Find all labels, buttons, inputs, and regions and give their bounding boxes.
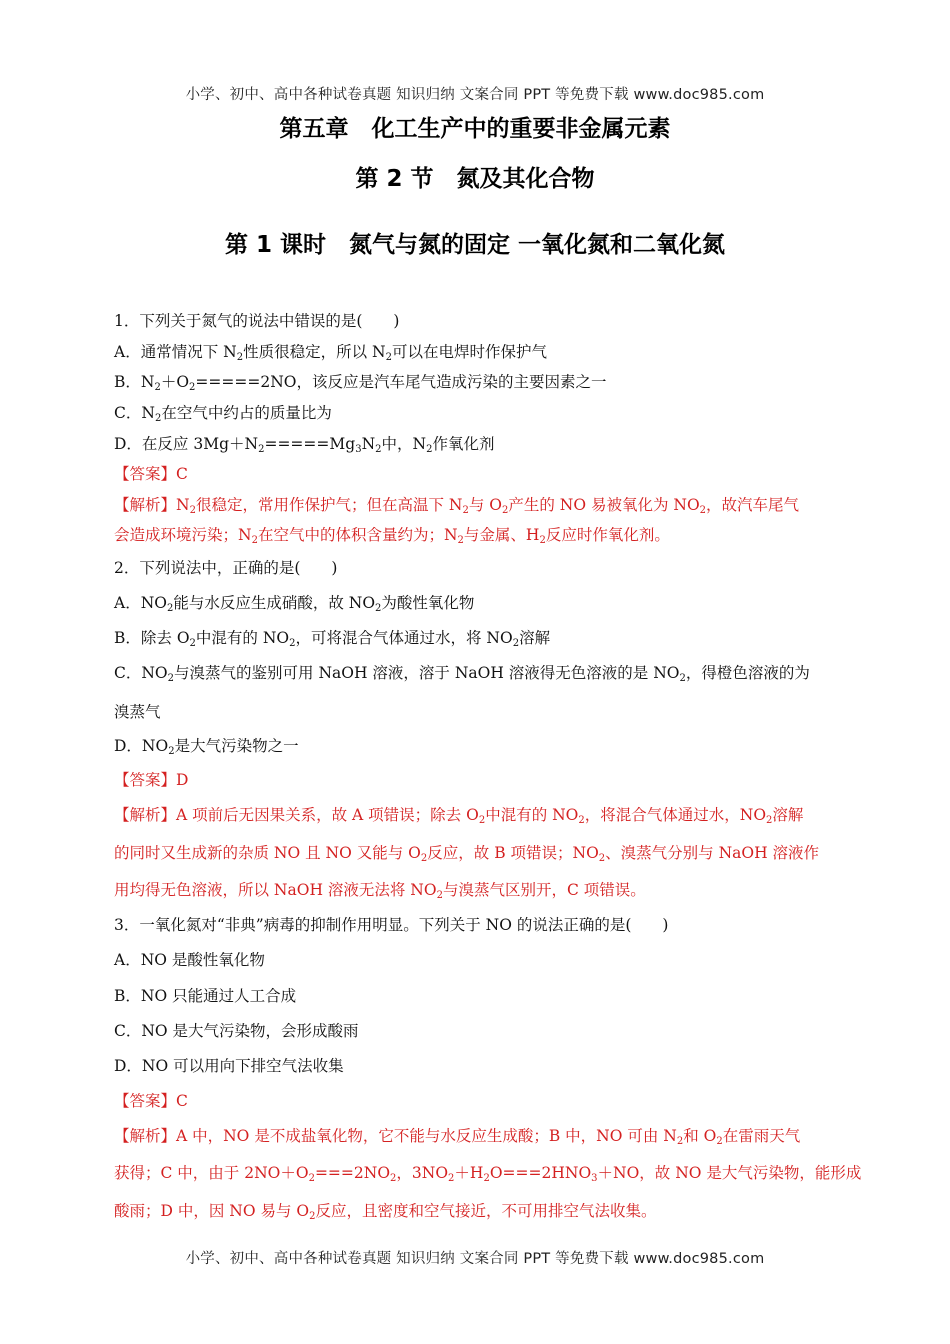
q2-stem: 2．下列说法中，正确的是( ) [114, 559, 338, 577]
q3-answer: 【答案】C [114, 1092, 188, 1110]
text-segment: 性质很稳定，所以 N [243, 343, 386, 361]
text-segment: ＋NO，故 NO 是大气污染物，能形成 [597, 1164, 862, 1182]
subscript: 2 [676, 1136, 684, 1147]
q3-explanation-line [114, 1126, 844, 1146]
text-segment: A．通常情况下 N [114, 343, 237, 361]
text-segment: 会造成环境污染；N [114, 526, 252, 544]
q2-answer: 【答案】D [114, 771, 189, 789]
subscript: 2 [478, 815, 486, 826]
text-segment: 和 O [683, 1127, 717, 1145]
text-segment: 反应，故 B 项错误；NO [427, 844, 599, 862]
q2-explanation-line [114, 880, 844, 900]
q3-explanation-line [114, 1163, 862, 1184]
text-segment: 获得；C 中，由于 2NO＋O [114, 1164, 309, 1182]
q3-stem: 3．一氧化氮对“非典”病毒的抑制作用明显。下列关于 NO 的说法正确的是( ) [114, 916, 669, 934]
text-segment: D．NO [114, 737, 169, 755]
text-segment: 为酸性氧化物 [381, 594, 475, 612]
subscript: 2 [308, 1173, 315, 1184]
text-segment: =====2NO，该反应是汽车尾气造成污染的主要因素之一 [195, 373, 607, 391]
subscript: 2 [766, 815, 773, 826]
page-header: 小学、初中、高中各种试卷真题 知识归纳 文案合同 PPT 等免费下载 www.doc985.com [185, 87, 765, 103]
subscript: 2 [167, 673, 175, 684]
text-segment: 中，N [381, 435, 427, 453]
text-segment: 能与水反应生成硝酸，故 NO [173, 594, 376, 612]
text-segment: 是大气污染物之一 [174, 737, 299, 755]
q2-option-a [114, 593, 844, 613]
subscript: 2 [251, 535, 258, 546]
text-segment: A．NO [114, 594, 167, 612]
subscript: 2 [420, 853, 428, 864]
page-footer: 小学、初中、高中各种试卷真题 知识归纳 文案合同 PPT 等免费下载 www.doc985.com [185, 1251, 765, 1267]
text-segment: ===2NO [314, 1164, 391, 1182]
subscript: 2 [578, 815, 585, 826]
subscript: 2 [426, 444, 433, 455]
q1-explanation-line [114, 495, 844, 515]
text-segment: 溶解 [772, 806, 804, 824]
subscript: 2 [189, 638, 196, 649]
text-segment: 与 O [468, 496, 502, 514]
subscript: 2 [236, 352, 244, 363]
text-segment: 、溴蒸气分别与 NaOH 溶液作 [605, 844, 820, 862]
text-segment: 用均得无色溶液，所以 NaOH 溶液无法将 NO [114, 881, 437, 899]
text-segment: B．N [114, 373, 155, 391]
q1-option-b [114, 372, 844, 392]
q3-option-b: B．NO 只能通过人工合成 [114, 987, 297, 1005]
subscript: 2 [483, 1173, 490, 1184]
text-segment: 反应时作氧化剂。 [545, 526, 670, 544]
text-segment: B．除去 O [114, 629, 190, 647]
text-segment: 与溴蒸气区别开，C 项错误。 [442, 881, 646, 899]
q2-option-b [114, 628, 844, 648]
text-segment: 中混有的 NO [195, 629, 290, 647]
subscript: 2 [154, 413, 162, 424]
q1-option-c [114, 403, 844, 423]
subscript: 2 [309, 1211, 316, 1222]
q1-stem: 1．下列关于氮气的说法中错误的是( ) [114, 312, 400, 330]
text-segment: ＋H [454, 1164, 484, 1182]
q2-explanation-line [114, 805, 844, 825]
q3-option-c: C．NO 是大气污染物，会形成酸雨 [114, 1022, 359, 1040]
subscript: 2 [716, 1136, 723, 1147]
q2-option-d [114, 736, 844, 756]
subscript: 2 [375, 444, 382, 455]
q1-option-a [114, 342, 844, 362]
q1-explanation-line [114, 525, 844, 545]
text-segment: ，将混合气体通过水，NO [584, 806, 767, 824]
q3-option-a: A．NO 是酸性氧化物 [114, 951, 265, 969]
text-segment: O===2HNO [489, 1164, 592, 1182]
subscript: 2 [512, 638, 520, 649]
text-segment: 在空气中约占的质量比为 [161, 404, 332, 422]
text-segment: 【解析】N [114, 496, 190, 514]
text-segment: 在雷雨天气 [722, 1127, 801, 1145]
text-segment: 【解析】A 项前后无因果关系，故 A 项错误；除去 O [114, 806, 479, 824]
text-segment: D．在反应 3Mg＋N [114, 435, 259, 453]
text-segment: 作氧化剂 [432, 435, 495, 453]
text-segment: C．N [114, 404, 155, 422]
subscript: 2 [598, 853, 606, 864]
text-segment: 可以在电焊时作保护气 [391, 343, 547, 361]
text-segment: 产生的 NO 易被氧化为 NO [508, 496, 700, 514]
subscript: 2 [501, 505, 509, 516]
q3-explanation-line [114, 1201, 844, 1221]
q1-option-d [114, 434, 844, 454]
subscript: 2 [436, 890, 443, 901]
subscript: 2 [539, 535, 546, 546]
subscript: 2 [189, 505, 196, 516]
text-segment: 酸雨；D 中，因 NO 易与 O [114, 1202, 310, 1220]
text-segment: 溶解 [519, 629, 551, 647]
text-segment: N [361, 435, 376, 453]
subscript: 2 [385, 352, 392, 363]
text-segment: 与溴蒸气的鉴别可用 NaOH 溶液，溶于 NaOH 溶液得无色溶液的是 NO [174, 664, 680, 682]
text-segment: ，3NO [396, 1164, 449, 1182]
subscript: 3 [591, 1173, 598, 1184]
subscript: 2 [375, 603, 382, 614]
subscript: 2 [289, 638, 296, 649]
q2-explanation-line [114, 843, 844, 863]
subscript: 3 [355, 444, 362, 455]
section-title: 第 2 节 氮及其化合物 [355, 166, 595, 192]
lesson-title: 第 1 课时 氮气与氮的固定 一氧化氮和二氧化氮 [224, 232, 726, 258]
subscript: 2 [462, 505, 469, 516]
text-segment: C．NO [114, 664, 168, 682]
text-segment: ，得橙色溶液的为 [685, 664, 810, 682]
text-segment: 在空气中的体积含量约为；N [257, 526, 458, 544]
subscript: 2 [189, 382, 196, 393]
text-segment: 的同时又生成新的杂质 NO 且 NO 又能与 O [114, 844, 421, 862]
subscript: 2 [168, 746, 175, 757]
subscript: 2 [154, 382, 161, 393]
subscript: 2 [457, 535, 464, 546]
q2-option-c [114, 663, 844, 683]
q3-option-d: D．NO 可以用向下排空气法收集 [114, 1057, 344, 1075]
q2-option-c-cont: 溴蒸气 [114, 703, 161, 721]
text-segment: 反应，且密度和空气接近，不可用排空气法收集。 [315, 1202, 657, 1220]
chapter-title: 第五章 化工生产中的重要非金属元素 [279, 116, 671, 142]
subscript: 2 [699, 505, 707, 516]
text-segment: ，故汽车尾气 [706, 496, 800, 514]
q1-answer: 【答案】C [114, 465, 188, 483]
text-segment: ，可将混合气体通过水，将 NO [295, 629, 513, 647]
subscript: 2 [166, 603, 174, 614]
text-segment: 【解析】A 中，NO 是不成盐氧化物，它不能与水反应生成酸；B 中，NO 可由 N [114, 1127, 677, 1145]
text-segment: 中混有的 NO [485, 806, 579, 824]
text-segment: ＋O [160, 373, 190, 391]
text-segment: =====Mg [264, 435, 356, 453]
subscript: 2 [448, 1173, 455, 1184]
text-segment: 与金属、H [463, 526, 540, 544]
subscript: 2 [390, 1173, 397, 1184]
subscript: 2 [679, 673, 686, 684]
subscript: 2 [258, 444, 265, 455]
text-segment: 很稳定，常用作保护气；但在高温下 N [195, 496, 463, 514]
